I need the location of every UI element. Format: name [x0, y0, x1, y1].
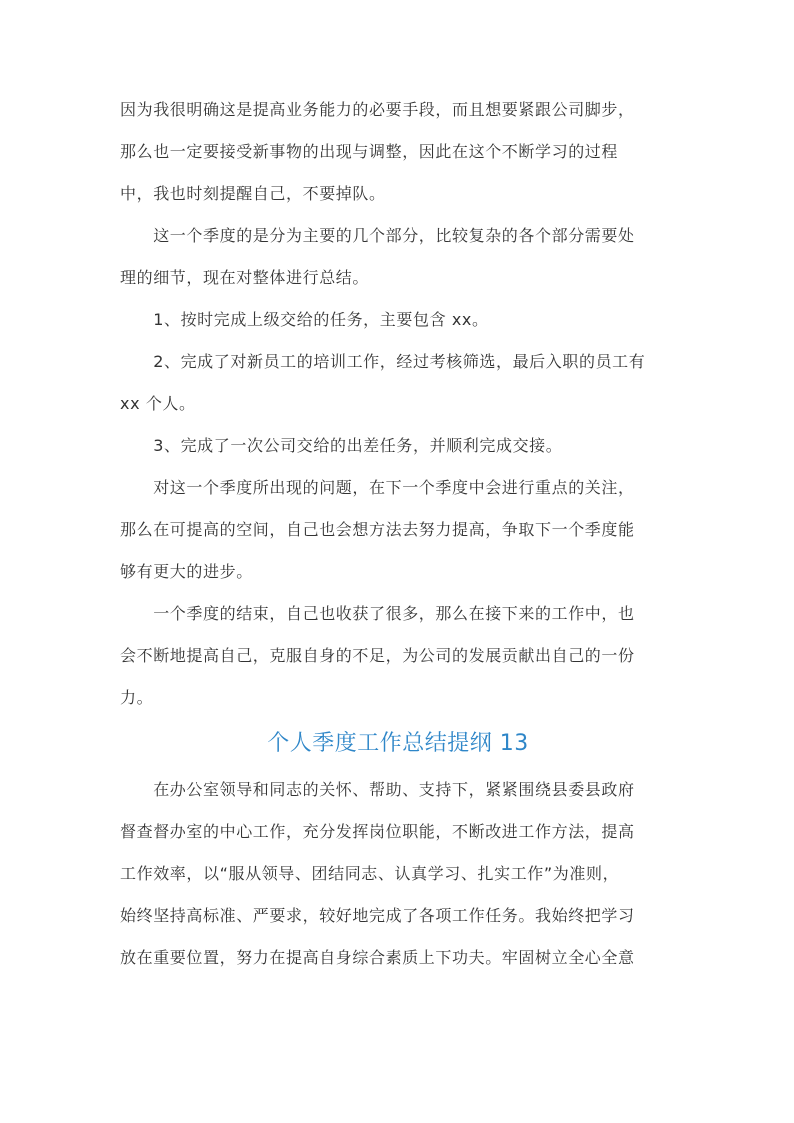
- body-text-line: 工作效率，以“服从领导、团结同志、认真学习、扎实工作”为准则，: [120, 864, 620, 883]
- body-text-line: 中，我也时刻提醒自己，不要掉队。: [120, 184, 386, 203]
- body-text-line: 督查督办室的中心工作，充分发挥岗位职能，不断改进工作方法，提高: [120, 822, 635, 841]
- document-body: [120, 100, 676, 968]
- body-text-line: 在办公室领导和同志的关怀、帮助、支持下，紧紧围绕县委县政府: [120, 780, 635, 799]
- body-text-line: 放在重要位置，努力在提高自身综合素质上下功夫。牢固树立全心全意: [120, 948, 635, 967]
- body-text-line: 一个季度的结束，自己也收获了很多，那么在接下来的工作中，也: [120, 604, 635, 623]
- body-text-line: 3、完成了一次公司交给的出差任务，并顺利完成交接。: [120, 436, 563, 455]
- section-heading: 个人季度工作总结提纲 13: [267, 731, 529, 756]
- body-text-line: 1、按时完成上级交给的任务，主要包含 xx。: [120, 310, 489, 329]
- body-text-line: 力。: [120, 688, 154, 707]
- body-text-line: 这一个季度的是分为主要的几个部分，比较复杂的各个部分需要处: [120, 226, 635, 245]
- body-text-line: 因为我很明确这是提高业务能力的必要手段，而且想要紧跟公司脚步，: [120, 100, 635, 119]
- body-text-line: 那么在可提高的空间，自己也会想方法去努力提高，争取下一个季度能: [120, 520, 635, 539]
- body-text-line: 那么也一定要接受新事物的出现与调整，因此在这个不断学习的过程: [120, 142, 619, 161]
- body-text-line: 2、完成了对新员工的培训工作，经过考核筛选，最后入职的员工有: [120, 352, 646, 371]
- body-text-line: xx 个人。: [120, 394, 196, 413]
- body-text-line: 够有更大的进步。: [120, 562, 253, 581]
- body-text-line: 会不断地提高自己，克服自身的不足，为公司的发展贡献出自己的一份: [120, 646, 635, 665]
- body-text-line: 对这一个季度所出现的问题，在下一个季度中会进行重点的关注，: [120, 478, 635, 497]
- body-text-line: 始终坚持高标准、严要求，较好地完成了各项工作任务。我始终把学习: [120, 906, 635, 925]
- body-text-line: 理的细节，现在对整体进行总结。: [120, 268, 370, 287]
